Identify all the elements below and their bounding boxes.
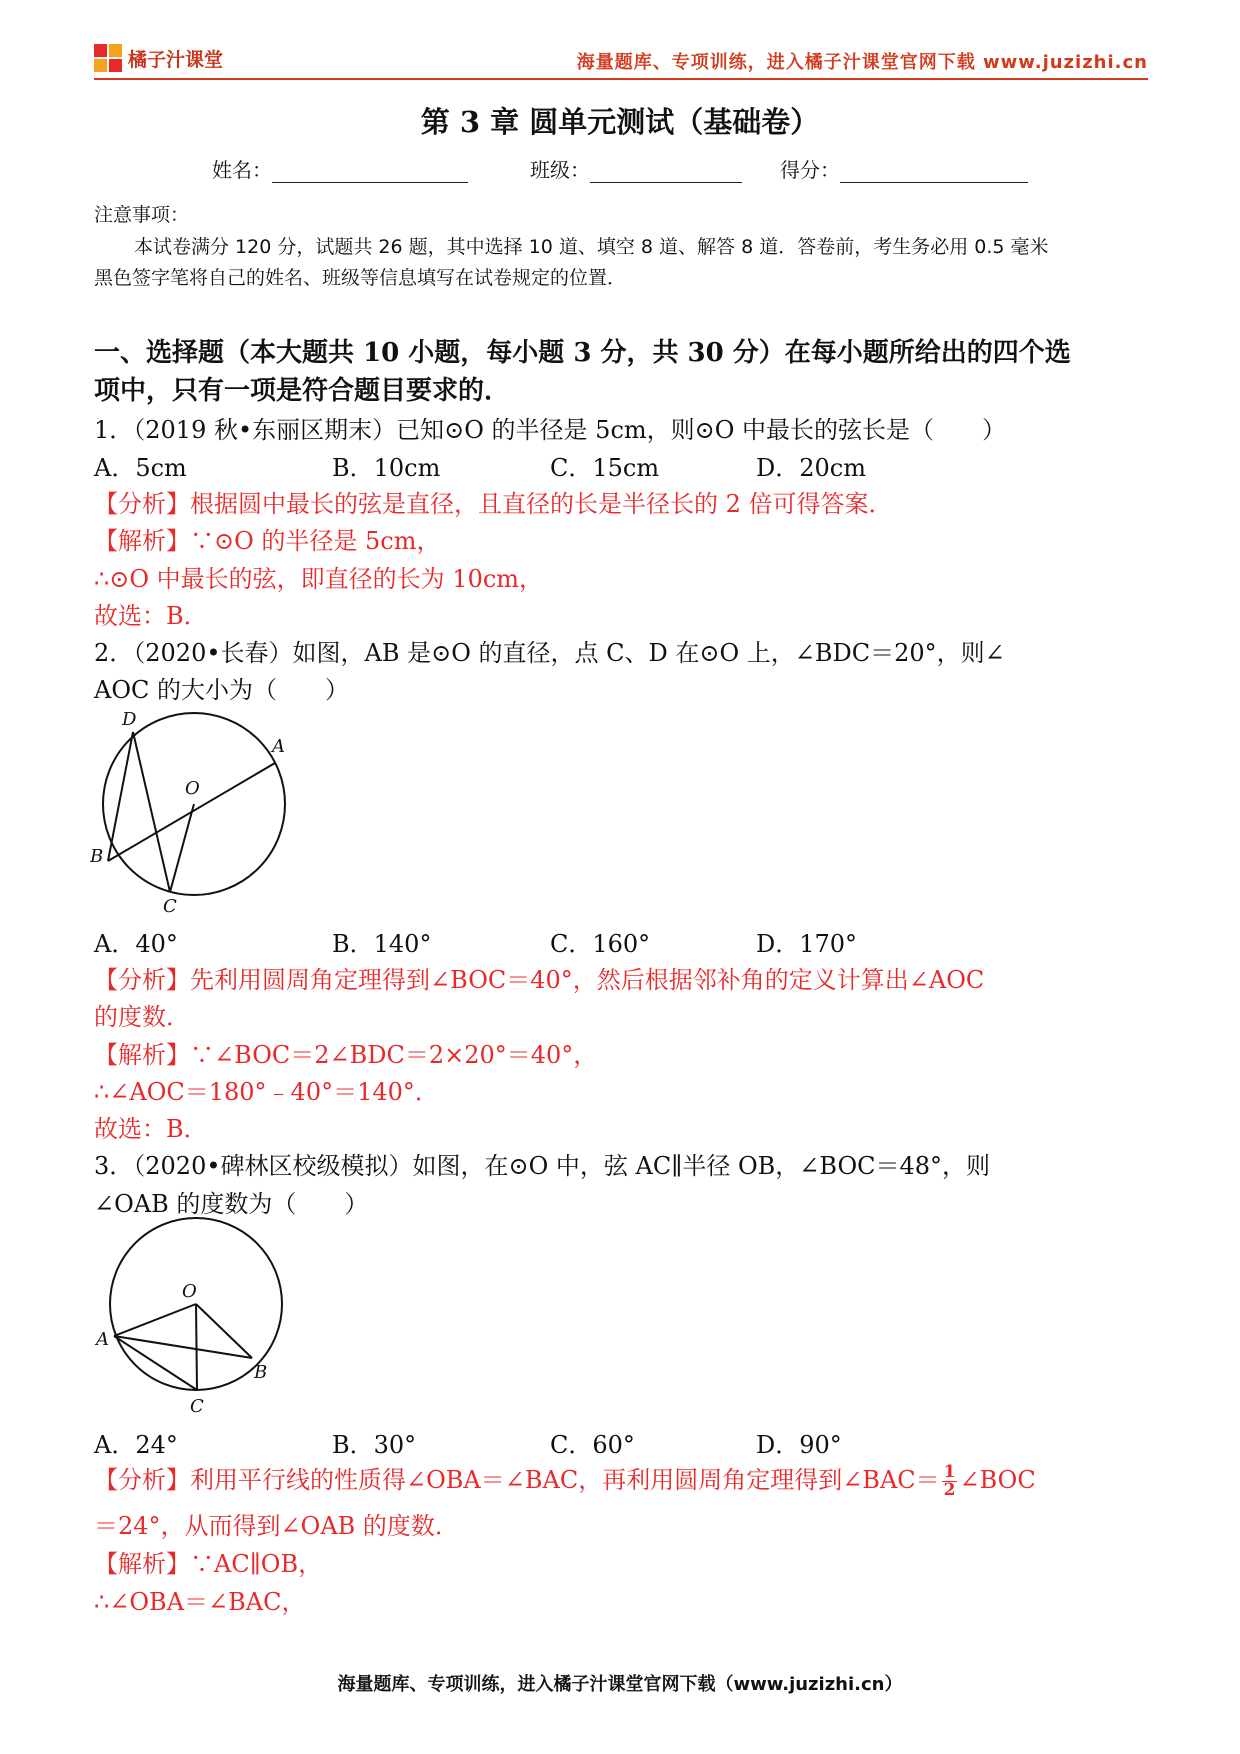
class-blank[interactable] (590, 160, 742, 183)
q2-option-d: D．170° (756, 930, 858, 958)
fraction-one-half (942, 1464, 958, 1499)
q1-option-c: C．15cm (550, 454, 660, 482)
q2-option-a: A．40° (94, 930, 178, 958)
notes-heading: 注意事项： (94, 204, 190, 226)
q3-solution-2: ∴∠OBA＝∠BAC， (94, 1588, 306, 1616)
q1-option-b: B．10cm (332, 454, 441, 482)
q3-analysis-2: ＝24°，从而得到∠OAB 的度数． (94, 1512, 459, 1540)
q1-analysis: 【分析】根据圆中最长的弦是直径，且直径的长是半径长的 2 倍可得答案． (94, 490, 893, 518)
score-field (780, 154, 1028, 183)
q3-analysis-1-pre: 【分析】利用平行线的性质得∠OBA＝∠BAC，再利用圆周角定理得到∠BAC＝ (94, 1466, 940, 1494)
q1-option-d: D．20cm (756, 454, 866, 482)
class-label: 班级： (530, 158, 590, 182)
q3-figure (94, 1216, 294, 1416)
q3-option-c: C．60° (550, 1431, 635, 1459)
q3-option-a: A．24° (94, 1431, 178, 1459)
q3-solution-1: 【解析】∵AC∥OB， (94, 1550, 323, 1578)
q2-analysis-1: 【分析】先利用圆周角定理得到∠BOC＝40°，然后根据邻补角的定义计算出∠AOC (94, 966, 985, 994)
q2-label-c: C (163, 896, 177, 916)
q3-option-d: D．90° (756, 1431, 842, 1459)
q3-label-a: A (96, 1329, 109, 1350)
score-blank[interactable] (840, 160, 1028, 183)
q3-analysis-1-post: ∠BOC (959, 1466, 1036, 1494)
q3-stem-2: ∠OAB 的度数为（ ） (94, 1190, 369, 1218)
q2-label-o: O (185, 778, 200, 799)
q3-option-b: B．30° (332, 1431, 417, 1459)
q2-label-a: A (272, 736, 285, 757)
logo-name: 橘子汁课堂 (128, 48, 224, 71)
section-heading-line-1: 一、选择题（本大题共 10 小题，每小题 3 分，共 30 分）在每小题所给出的四个选 (94, 338, 1071, 368)
q1-solution-1: 【解析】∵⊙O 的半径是 5cm， (94, 527, 441, 555)
score-label: 得分： (780, 158, 840, 182)
brand-logo (94, 44, 223, 72)
q3-radius-oa (114, 1304, 196, 1336)
q2-solution-1: 【解析】∵∠BOC＝2∠BDC＝2×20°＝40°， (94, 1041, 598, 1069)
q2-analysis-2: 的度数． (94, 1003, 190, 1031)
q3-radius-oc (196, 1304, 197, 1390)
name-label: 姓名： (212, 158, 272, 182)
q2-label-d: D (122, 709, 137, 730)
page-footer: 海量题库、专项训练，进入橘子汁课堂官网下载（www.juzizhi.cn） (337, 1674, 903, 1695)
page-header (94, 40, 1148, 80)
section-heading-line-2: 项中，只有一项是符合题目要求的． (94, 376, 511, 406)
q2-solution-2: ∴∠AOC＝180°﹣40°＝140°． (94, 1078, 439, 1106)
q2-option-b: B．140° (332, 930, 432, 958)
q1-stem: 1．（2019 秋•东丽区期末）已知⊙O 的半径是 5cm，则⊙O 中最长的弦长是（ ） (94, 416, 1007, 444)
header-divider (94, 78, 1148, 80)
q3-stem-1: 3．（2020•碑林区校级模拟）如图，在⊙O 中，弦 AC∥半径 OB，∠BOC＝48°，则 (94, 1152, 991, 1180)
fraction-numerator: 1 (943, 1462, 956, 1482)
q3-chord-ac (114, 1336, 197, 1390)
q2-chord-dc (133, 732, 170, 892)
q1-option-a: A．5cm (94, 454, 187, 482)
q2-stem-2: AOC 的大小为（ ） (94, 676, 349, 704)
q2-label-b: B (90, 846, 104, 867)
fraction-denominator: 2 (943, 1480, 956, 1500)
name-blank[interactable] (272, 160, 468, 183)
q3-label-b: B (254, 1362, 268, 1383)
logo-mark-icon (94, 44, 122, 72)
q2-figure (90, 706, 300, 916)
notes-line-1: 本试卷满分 120 分，试题共 26 题，其中选择 10 道、填空 8 道、解答 8 道．答卷前，考生务必用 0.5 毫米 (134, 236, 1049, 258)
q3-label-o: O (182, 1281, 197, 1302)
q2-stem-1: 2．（2020•长春）如图，AB 是⊙O 的直径，点 C、D 在⊙O 上，∠BDC＝20°，则∠ (94, 639, 1005, 667)
class-field (530, 154, 742, 183)
q3-label-c: C (190, 1396, 204, 1416)
notes-line-2: 黑色签字笔将自己的姓名、班级等信息填写在试卷规定的位置． (94, 267, 627, 289)
header-slogan: 海量题库、专项训练，进入橘子汁课堂官网下载 www.juzizhi.cn (576, 52, 1148, 73)
q1-answer: 故选：B． (94, 602, 208, 630)
q3-analysis-1 (94, 1460, 1036, 1499)
q2-option-c: C．160° (550, 930, 651, 958)
exam-title: 第 3 章 圆单元测试（基础卷） (420, 105, 820, 139)
q1-solution-2: ∴⊙O 中最长的弦，即直径的长为 10cm， (94, 565, 544, 593)
name-field (212, 154, 468, 183)
q2-answer: 故选：B． (94, 1115, 208, 1143)
